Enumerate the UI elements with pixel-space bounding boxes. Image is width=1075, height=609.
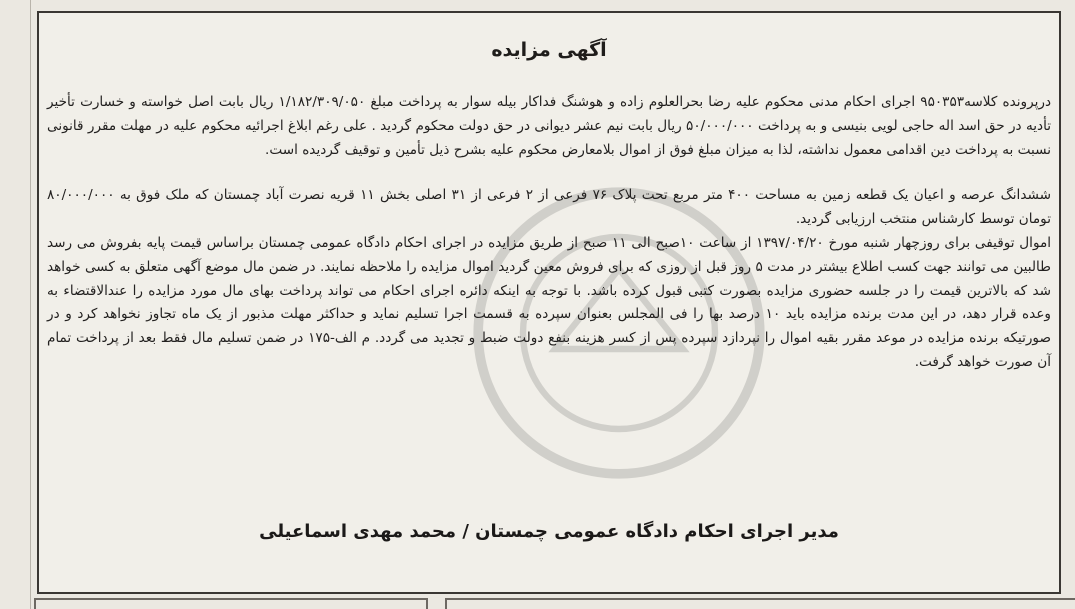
notice-paragraph-2: ششدانگ عرصه و اعیان یک قطعه زمین به مساحت ۴۰۰ متر مربع تحت پلاک ۷۶ فرعی از ۲ فرعی از ۳۱ اصلی بخش ۱۱ قریه نصرت آباد چمستان که ملک فوق به ۸۰/۰۰۰/۰۰۰ تومان توسط کارشناس منتخب ارزیابی گردید. [47, 187, 1051, 228]
auction-notice-box [37, 11, 1061, 594]
notice-signature: مدیر اجرای احکام دادگاه عمومی چمستان / محمد مهدی اسماعیلی [259, 521, 839, 542]
notice-paragraph-1: درپرونده کلاسه۹۵۰۳۵۳ اجرای احکام مدنی محکوم علیه رضا بحرالعلوم زاده و هوشنگ فداکار بیله سوار به پرداخت مبلغ ۱/۱۸۲/۳۰۹/۰۵۰ ریال بابت اصل خواسته و خسارت تأخیر تأدیه در حق اسد اله حاجی لویی بنیسی و به پرداخت ۵۰/۰۰۰/۰۰۰ ریال بابت نیم عشر دیوانی در حق دولت محکوم گردید . علی رغم ابلاغ اجرائیه محکوم علیه در مهلت مقرر قانونی نسبت به پرداخت دین اقدامی معمول نداشته، لذا به میزان مبلغ فوق از اموال بلامعارض محکوم علیه بشرح ذیل تأمین و توقیف گردیده است. [47, 94, 1052, 158]
notice-title: آگهی مزایده [491, 39, 607, 61]
next-ad-box-right [445, 598, 1075, 609]
notice-body [47, 91, 1051, 375]
adjacent-column-left [0, 0, 31, 609]
next-ad-box-left [34, 598, 428, 609]
notice-paragraph-3: اموال توقیفی برای روزچهار شنبه مورخ ۱۳۹۷/۰۴/۲۰ از ساعت ۱۰صبح الی ۱۱ صبح از طریق مزایده در اجرای احکام دادگاه عمومی چمستان براساس قیمت پایه بفروش می رسد طالبین می توانند جهت کسب اطلاع بیشتر در مدت ۵ روز قبل از روزی که برای فروش معین گردید اموال مزایده را ملاحظه نمایند. در ضمن مال موضع آگهی متعلق به کسی خواهد شد که بالاترین قیمت را در جلسه حضوری مزایده بصورت کتبی قبول کرده باشد. با توجه به اینکه دائره اجرای احکام می تواند پرداخت بهای مال مورد مزایده را عندالاقتضاء به وعده قرار دهد، در این مدت برنده مزایده باید ۱۰ درصد بها را فی المجلس بعنوان سپرده به قسمت اجرا تسلیم نماید و حداکثر مهلت مذبور از یک ماه تجاوز نخواهد کرد و در صورتیکه برنده مزایده در موعد مقرر بقیه اموال را نپردازد سپرده پس از کسر هزینه بنفع دولت ضبط و تجدید می گردد. م الف-۱۷۵ در ضمن تسلیم مال فقط بعد از پرداخت تمام آن صورت خواهد گرفت. [47, 234, 1052, 370]
adjacent-column-right [1069, 0, 1075, 609]
